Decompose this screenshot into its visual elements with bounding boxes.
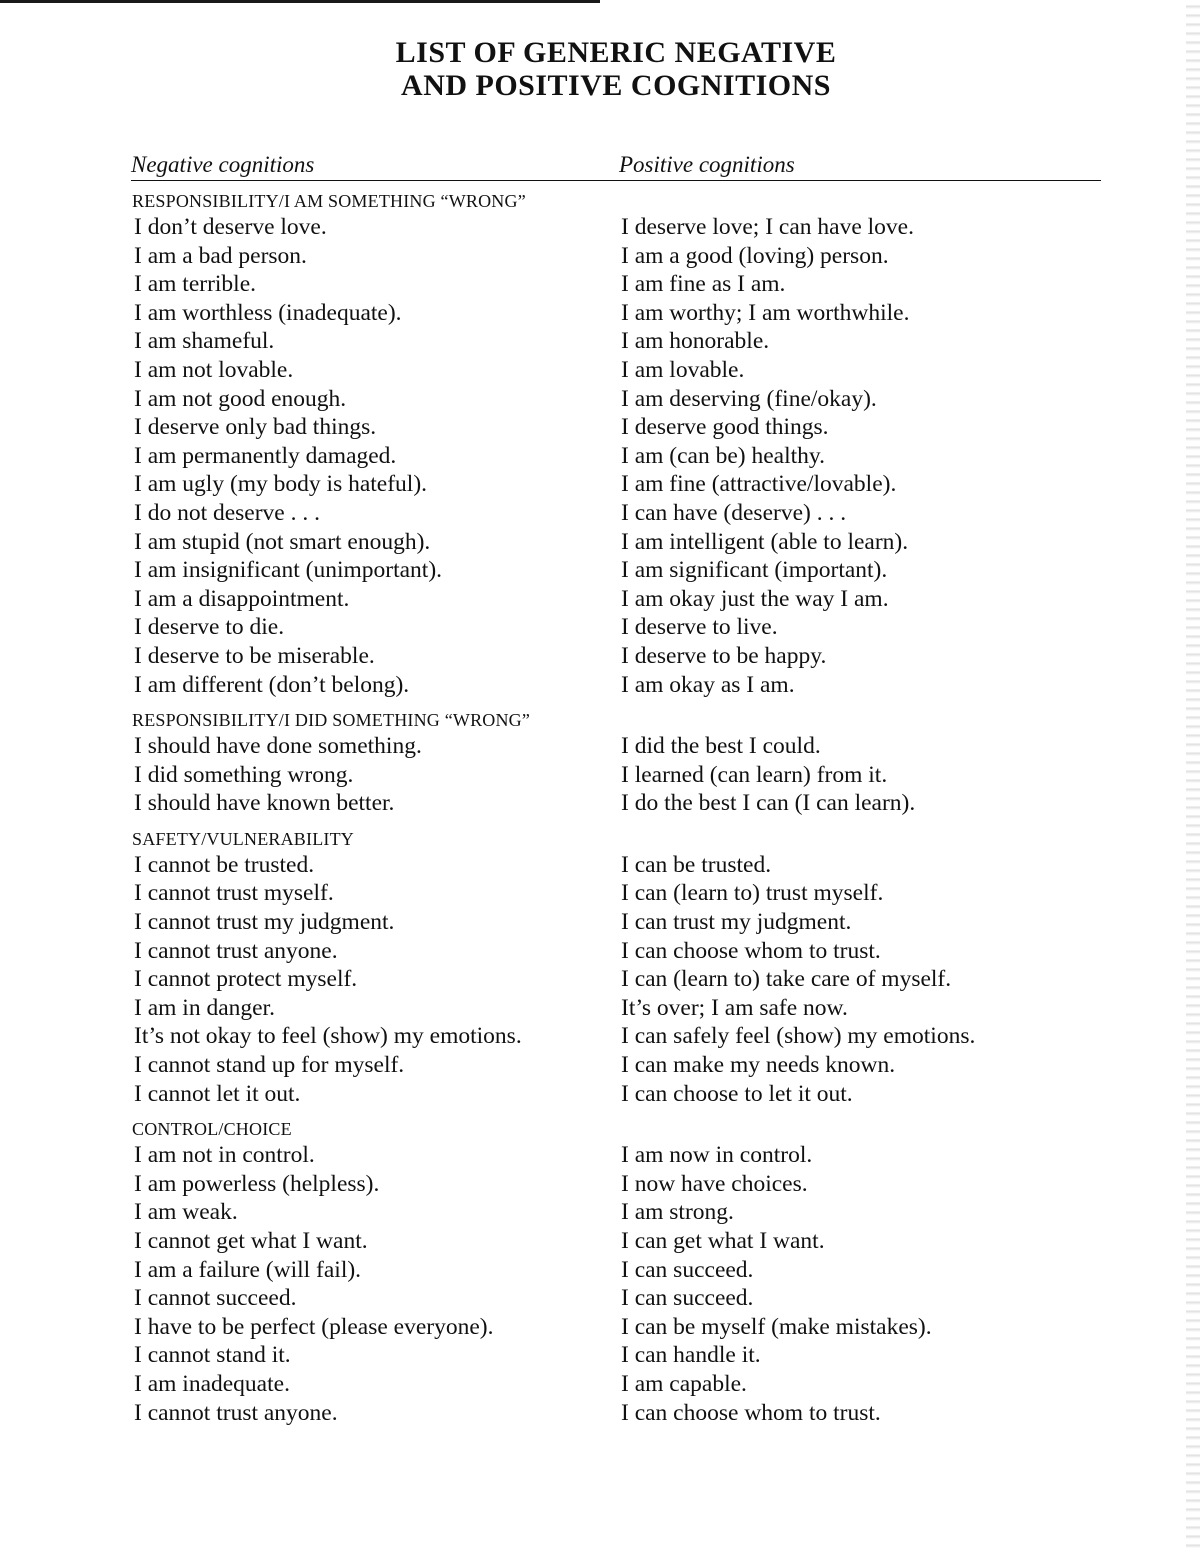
negative-cognition: I cannot trust myself.: [134, 880, 334, 907]
section-heading: CONTROL/CHOICE: [132, 1119, 292, 1140]
positive-cognition: I can (learn to) trust myself.: [621, 880, 884, 907]
cognition-row: [132, 470, 1092, 499]
negative-cognition: I cannot trust anyone.: [134, 1399, 338, 1426]
negative-column-header: Negative cognitions: [131, 152, 315, 177]
positive-cognition: I can succeed.: [621, 1285, 754, 1312]
positive-column-header: Positive cognitions: [619, 152, 795, 177]
positive-cognition: I can safely feel (show) my emotions.: [621, 1023, 976, 1050]
cognition-row: [132, 1170, 1092, 1199]
cognition-row: [132, 1022, 1092, 1051]
positive-cognition: I can make my needs known.: [621, 1052, 896, 1079]
cognition-row: [132, 1051, 1092, 1080]
negative-cognition: I do not deserve . . .: [134, 499, 320, 526]
section-heading: RESPONSIBILITY/I DID SOMETHING “WRONG”: [132, 710, 531, 731]
positive-cognition: I am okay as I am.: [621, 671, 795, 698]
cognitions-list: [132, 189, 1092, 1427]
column-headers: [131, 150, 1101, 181]
cognition-section: [132, 1117, 1092, 1427]
positive-cognition: I am (can be) healthy.: [621, 442, 825, 469]
positive-cognition: I can be myself (make mistakes).: [621, 1313, 932, 1340]
cognition-section: [132, 189, 1092, 699]
cognition-row: [132, 242, 1092, 271]
negative-cognition: I deserve only bad things.: [134, 414, 377, 441]
positive-cognition: I am strong.: [621, 1199, 734, 1226]
negative-cognition: I cannot trust anyone.: [134, 937, 338, 964]
negative-cognition: I am ugly (my body is hateful).: [134, 471, 428, 498]
cognition-row: [132, 299, 1092, 328]
positive-cognition: I can trust my judgment.: [621, 909, 852, 936]
positive-cognition: I am deserving (fine/okay).: [621, 385, 877, 412]
positive-cognition: I now have choices.: [621, 1170, 808, 1197]
page-title: [0, 36, 1200, 102]
negative-cognition: I am terrible.: [134, 271, 257, 298]
negative-cognition: I am not in control.: [134, 1142, 315, 1169]
negative-cognition: I deserve to die.: [134, 614, 285, 641]
negative-cognition: I have to be perfect (please everyone).: [134, 1313, 494, 1340]
cognition-row: [132, 528, 1092, 557]
cognition-section: [132, 708, 1092, 818]
negative-cognition: I am permanently damaged.: [134, 442, 397, 469]
positive-cognition: I can (learn to) take care of myself.: [621, 966, 952, 993]
negative-cognition: I am a disappointment.: [134, 585, 350, 612]
positive-cognition: I am okay just the way I am.: [621, 585, 889, 612]
positive-cognition: I deserve to be happy.: [621, 642, 827, 669]
cognition-row: [132, 1198, 1092, 1227]
scan-edge: [1186, 0, 1200, 1552]
cognition-row: [132, 994, 1092, 1023]
cognition-row: [132, 1399, 1092, 1428]
cognition-row: [132, 1227, 1092, 1256]
positive-cognition: I can choose whom to trust.: [621, 937, 881, 964]
negative-cognition: I am a failure (will fail).: [134, 1256, 362, 1283]
cognition-row: [132, 413, 1092, 442]
positive-cognition: I am fine (attractive/lovable).: [621, 471, 897, 498]
cognition-row: [132, 1141, 1092, 1170]
cognition-row: [132, 879, 1092, 908]
positive-cognition: I can choose whom to trust.: [621, 1399, 881, 1426]
title-line-1: LIST OF GENERIC NEGATIVE: [395, 36, 837, 69]
cognition-row: [132, 937, 1092, 966]
cognition-row: [132, 385, 1092, 414]
positive-cognition: I deserve to live.: [621, 614, 778, 641]
cognition-row: [132, 1256, 1092, 1285]
positive-cognition: I did the best I could.: [621, 733, 821, 760]
negative-cognition: I don’t deserve love.: [134, 214, 327, 240]
negative-cognition: I am a bad person.: [134, 242, 307, 269]
cognition-row: [132, 1284, 1092, 1313]
cognition-row: [132, 356, 1092, 385]
positive-cognition: I deserve good things.: [621, 414, 829, 441]
positive-cognition: I deserve love; I can have love.: [621, 214, 914, 240]
negative-cognition: I am stupid (not smart enough).: [134, 528, 431, 555]
negative-cognition: I am not lovable.: [134, 356, 294, 383]
cognition-row: [132, 761, 1092, 790]
negative-cognition: I should have known better.: [134, 790, 395, 817]
positive-cognition: It’s over; I am safe now.: [621, 994, 848, 1021]
cognition-row: [132, 556, 1092, 585]
negative-cognition: I am powerless (helpless).: [134, 1170, 380, 1197]
positive-cognition: I am worthy; I am worthwhile.: [621, 299, 910, 326]
positive-cognition: I am significant (important).: [621, 557, 888, 584]
negative-cognition: I am weak.: [134, 1199, 238, 1226]
cognition-row: [132, 442, 1092, 471]
negative-cognition: I should have done something.: [134, 733, 422, 760]
cognition-row: [132, 327, 1092, 356]
positive-cognition: I am intelligent (able to learn).: [621, 528, 909, 555]
cognition-row: [132, 965, 1092, 994]
positive-cognition: I am now in control.: [621, 1142, 813, 1169]
negative-cognition: I am worthless (inadequate).: [134, 299, 402, 326]
negative-cognition: I am different (don’t belong).: [134, 671, 410, 698]
negative-cognition: I am shameful.: [134, 328, 275, 355]
cognition-section: [132, 827, 1092, 1108]
negative-cognition: I deserve to be miserable.: [134, 642, 375, 669]
negative-cognition: I cannot stand it.: [134, 1342, 291, 1369]
section-heading: SAFETY/VULNERABILITY: [132, 828, 354, 849]
positive-cognition: I can be trusted.: [621, 851, 772, 878]
cognition-row: [132, 270, 1092, 299]
positive-cognition: I am fine as I am.: [621, 271, 786, 298]
positive-cognition: I am lovable.: [621, 356, 745, 383]
negative-cognition: I am in danger.: [134, 994, 275, 1021]
cognition-row: [132, 213, 1092, 242]
cognition-row: [132, 671, 1092, 700]
cognition-row: [132, 908, 1092, 937]
negative-cognition: I cannot get what I want.: [134, 1228, 368, 1254]
cognition-row: [132, 1370, 1092, 1399]
cognition-row: [132, 851, 1092, 880]
positive-cognition: I can get what I want.: [621, 1228, 825, 1254]
negative-cognition: I cannot be trusted.: [134, 851, 315, 878]
positive-cognition: I can have (deserve) . . .: [621, 499, 847, 526]
positive-cognition: I am capable.: [621, 1370, 747, 1397]
cognition-row: [132, 1080, 1092, 1109]
positive-cognition: I learned (can learn) from it.: [621, 761, 888, 788]
title-line-2: AND POSITIVE COGNITIONS: [401, 69, 831, 102]
negative-cognition: I did something wrong.: [134, 761, 354, 788]
positive-cognition: I am honorable.: [621, 328, 770, 355]
cognition-row: [132, 585, 1092, 614]
cognition-row: [132, 613, 1092, 642]
negative-cognition: I am not good enough.: [134, 385, 347, 412]
positive-cognition: I do the best I can (I can learn).: [621, 790, 916, 817]
cognition-row: [132, 642, 1092, 671]
negative-cognition: I cannot protect myself.: [134, 966, 358, 993]
cognition-row: [132, 1313, 1092, 1342]
section-heading: RESPONSIBILITY/I AM SOMETHING “WRONG”: [132, 191, 526, 211]
negative-cognition: I am inadequate.: [134, 1370, 290, 1397]
negative-cognition: I cannot stand up for myself.: [134, 1052, 405, 1079]
positive-cognition: I am a good (loving) person.: [621, 242, 889, 269]
cognition-row: [132, 789, 1092, 818]
positive-cognition: I can succeed.: [621, 1256, 754, 1283]
negative-cognition: I cannot succeed.: [134, 1285, 297, 1312]
top-rule: [0, 0, 600, 3]
negative-cognition: It’s not okay to feel (show) my emotions.: [134, 1023, 522, 1050]
positive-cognition: I can handle it.: [621, 1342, 761, 1369]
negative-cognition: I cannot let it out.: [134, 1080, 301, 1107]
positive-cognition: I can choose to let it out.: [621, 1080, 853, 1107]
negative-cognition: I cannot trust my judgment.: [134, 909, 395, 936]
cognition-row: [132, 732, 1092, 761]
cognition-row: [132, 1341, 1092, 1370]
negative-cognition: I am insignificant (unimportant).: [134, 557, 443, 584]
cognition-row: [132, 499, 1092, 528]
